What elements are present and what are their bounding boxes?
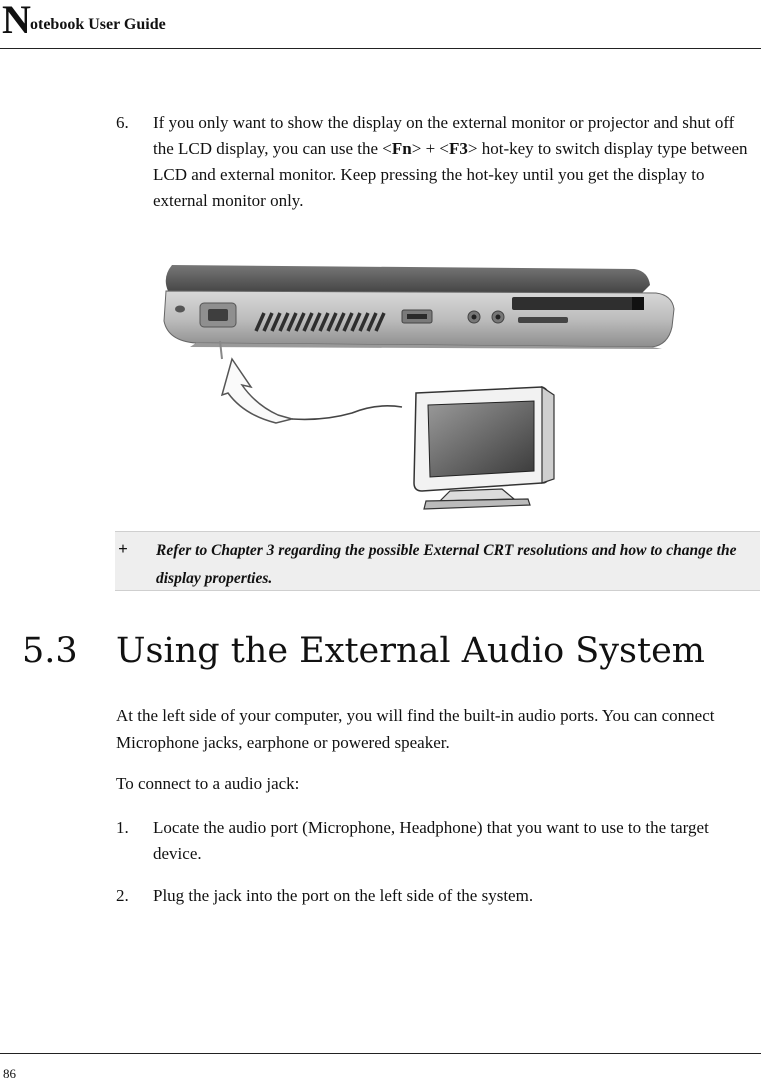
section-number: 5.3 xyxy=(22,631,78,671)
step-number: 6. xyxy=(116,113,129,132)
step-text xyxy=(153,110,759,214)
step-number: 1. xyxy=(116,818,129,837)
key-f3: F3 xyxy=(449,139,468,158)
note-plus-icon: + xyxy=(118,539,128,558)
page-number: 86 xyxy=(3,1066,16,1081)
step-text-part: > + < xyxy=(411,139,449,158)
header-title: otebook User Guide xyxy=(30,16,166,33)
step-number: 2. xyxy=(116,886,129,905)
crt-monitor-icon xyxy=(414,387,554,509)
key-fn: Fn xyxy=(391,139,412,158)
header-initial: N xyxy=(2,0,31,42)
page-header xyxy=(0,0,761,49)
step-text-part: > hot-key to switch display type between LCD and external monitor. Keep pressing the hot-key until you get the display to external monitor only. xyxy=(153,139,748,210)
page-footer xyxy=(0,1053,761,1081)
note-text: Refer to Chapter 3 regarding the possible External CRT resolutions and how to change the display properties. xyxy=(156,542,737,587)
monitor-cable xyxy=(292,406,402,420)
paragraph-intro: At the left side of your computer, you will find the built-in audio ports. You can connect Microphone jacks, earphone or powered speaker. xyxy=(116,706,715,752)
notebook-side-view xyxy=(164,265,674,349)
note-box xyxy=(115,531,760,591)
paragraph-connect: To connect to a audio jack: xyxy=(116,774,300,793)
step-text-part: If you only want to show the display on the external monitor or projector and shut off the LCD display, you can use the < xyxy=(153,113,735,158)
step-text: Locate the audio port (Microphone, Headphone) that you want to use to the target device. xyxy=(153,818,709,863)
curved-arrow-icon xyxy=(222,359,292,423)
section-title: Using the External Audio System xyxy=(116,631,705,671)
step-text: Plug the jack into the port on the left side of the system. xyxy=(153,886,534,905)
notebook-external-monitor-illustration xyxy=(156,255,676,515)
